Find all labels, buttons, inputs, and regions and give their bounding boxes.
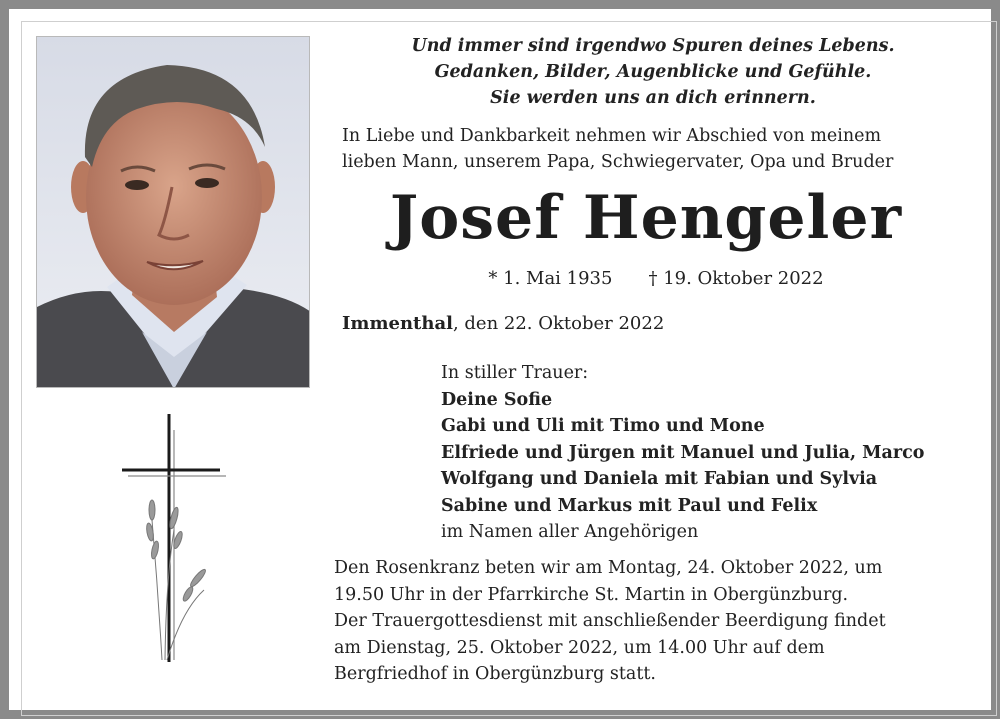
deceased-name: Josef Hengeler [389,183,903,253]
cross-with-wheat-icon [112,410,232,666]
intro-text [342,123,982,175]
motto-verse [336,33,970,111]
service-line: Den Rosenkranz beten wir am Montag, 24. Oktober 2022, um [334,558,883,578]
mourners-heading: In stiller Trauer: [441,363,589,383]
service-line: Der Trauergottesdienst mit anschließender Beerdigung findet [334,611,886,631]
mourner-name: Sabine und Markus mit Paul und Felix [441,495,818,516]
notice-date: , den 22. Oktober 2022 [452,313,665,334]
motto-line: Gedanken, Bilder, Augenblicke und Gefühle. [434,62,872,82]
mourner-name: Wolfgang und Daniela mit Fabian und Sylvia [441,469,878,489]
portrait-photo [36,36,310,388]
mourners-list [441,360,981,546]
motto-line: Und immer sind irgendwo Spuren deines Lebens. [411,36,895,56]
town-name: Immenthal [342,313,453,334]
service-line: am Dienstag, 25. Oktober 2022, um 14.00 Uhr auf dem [334,637,825,658]
intro-line: In Liebe und Dankbarkeit nehmen wir Abschied von meinem [342,126,882,146]
intro-line: lieben Mann, unserem Papa, Schwiegervater, Opa und Bruder [342,152,894,172]
motto-line: Sie werden uns an dich erinnern. [490,88,816,108]
mourners-closing: im Namen aller Angehörigen [441,522,699,542]
mourner-name: Gabi und Uli mit Timo und Mone [441,416,765,436]
death-date: † 19. Oktober 2022 [648,268,824,289]
service-line: 19.50 Uhr in der Pfarrkirche St. Martin in Obergünzburg. [334,584,849,605]
birth-date: * 1. Mai 1935 [488,268,613,289]
service-details [334,555,974,688]
place-and-date [342,313,664,334]
mourner-name: Elfriede und Jürgen mit Manuel und Julia, Marco [441,442,925,463]
service-line: Bergfriedhof in Obergünzburg statt. [334,664,656,684]
life-dates [336,268,976,289]
mourner-name: Deine Sofie [441,389,553,410]
